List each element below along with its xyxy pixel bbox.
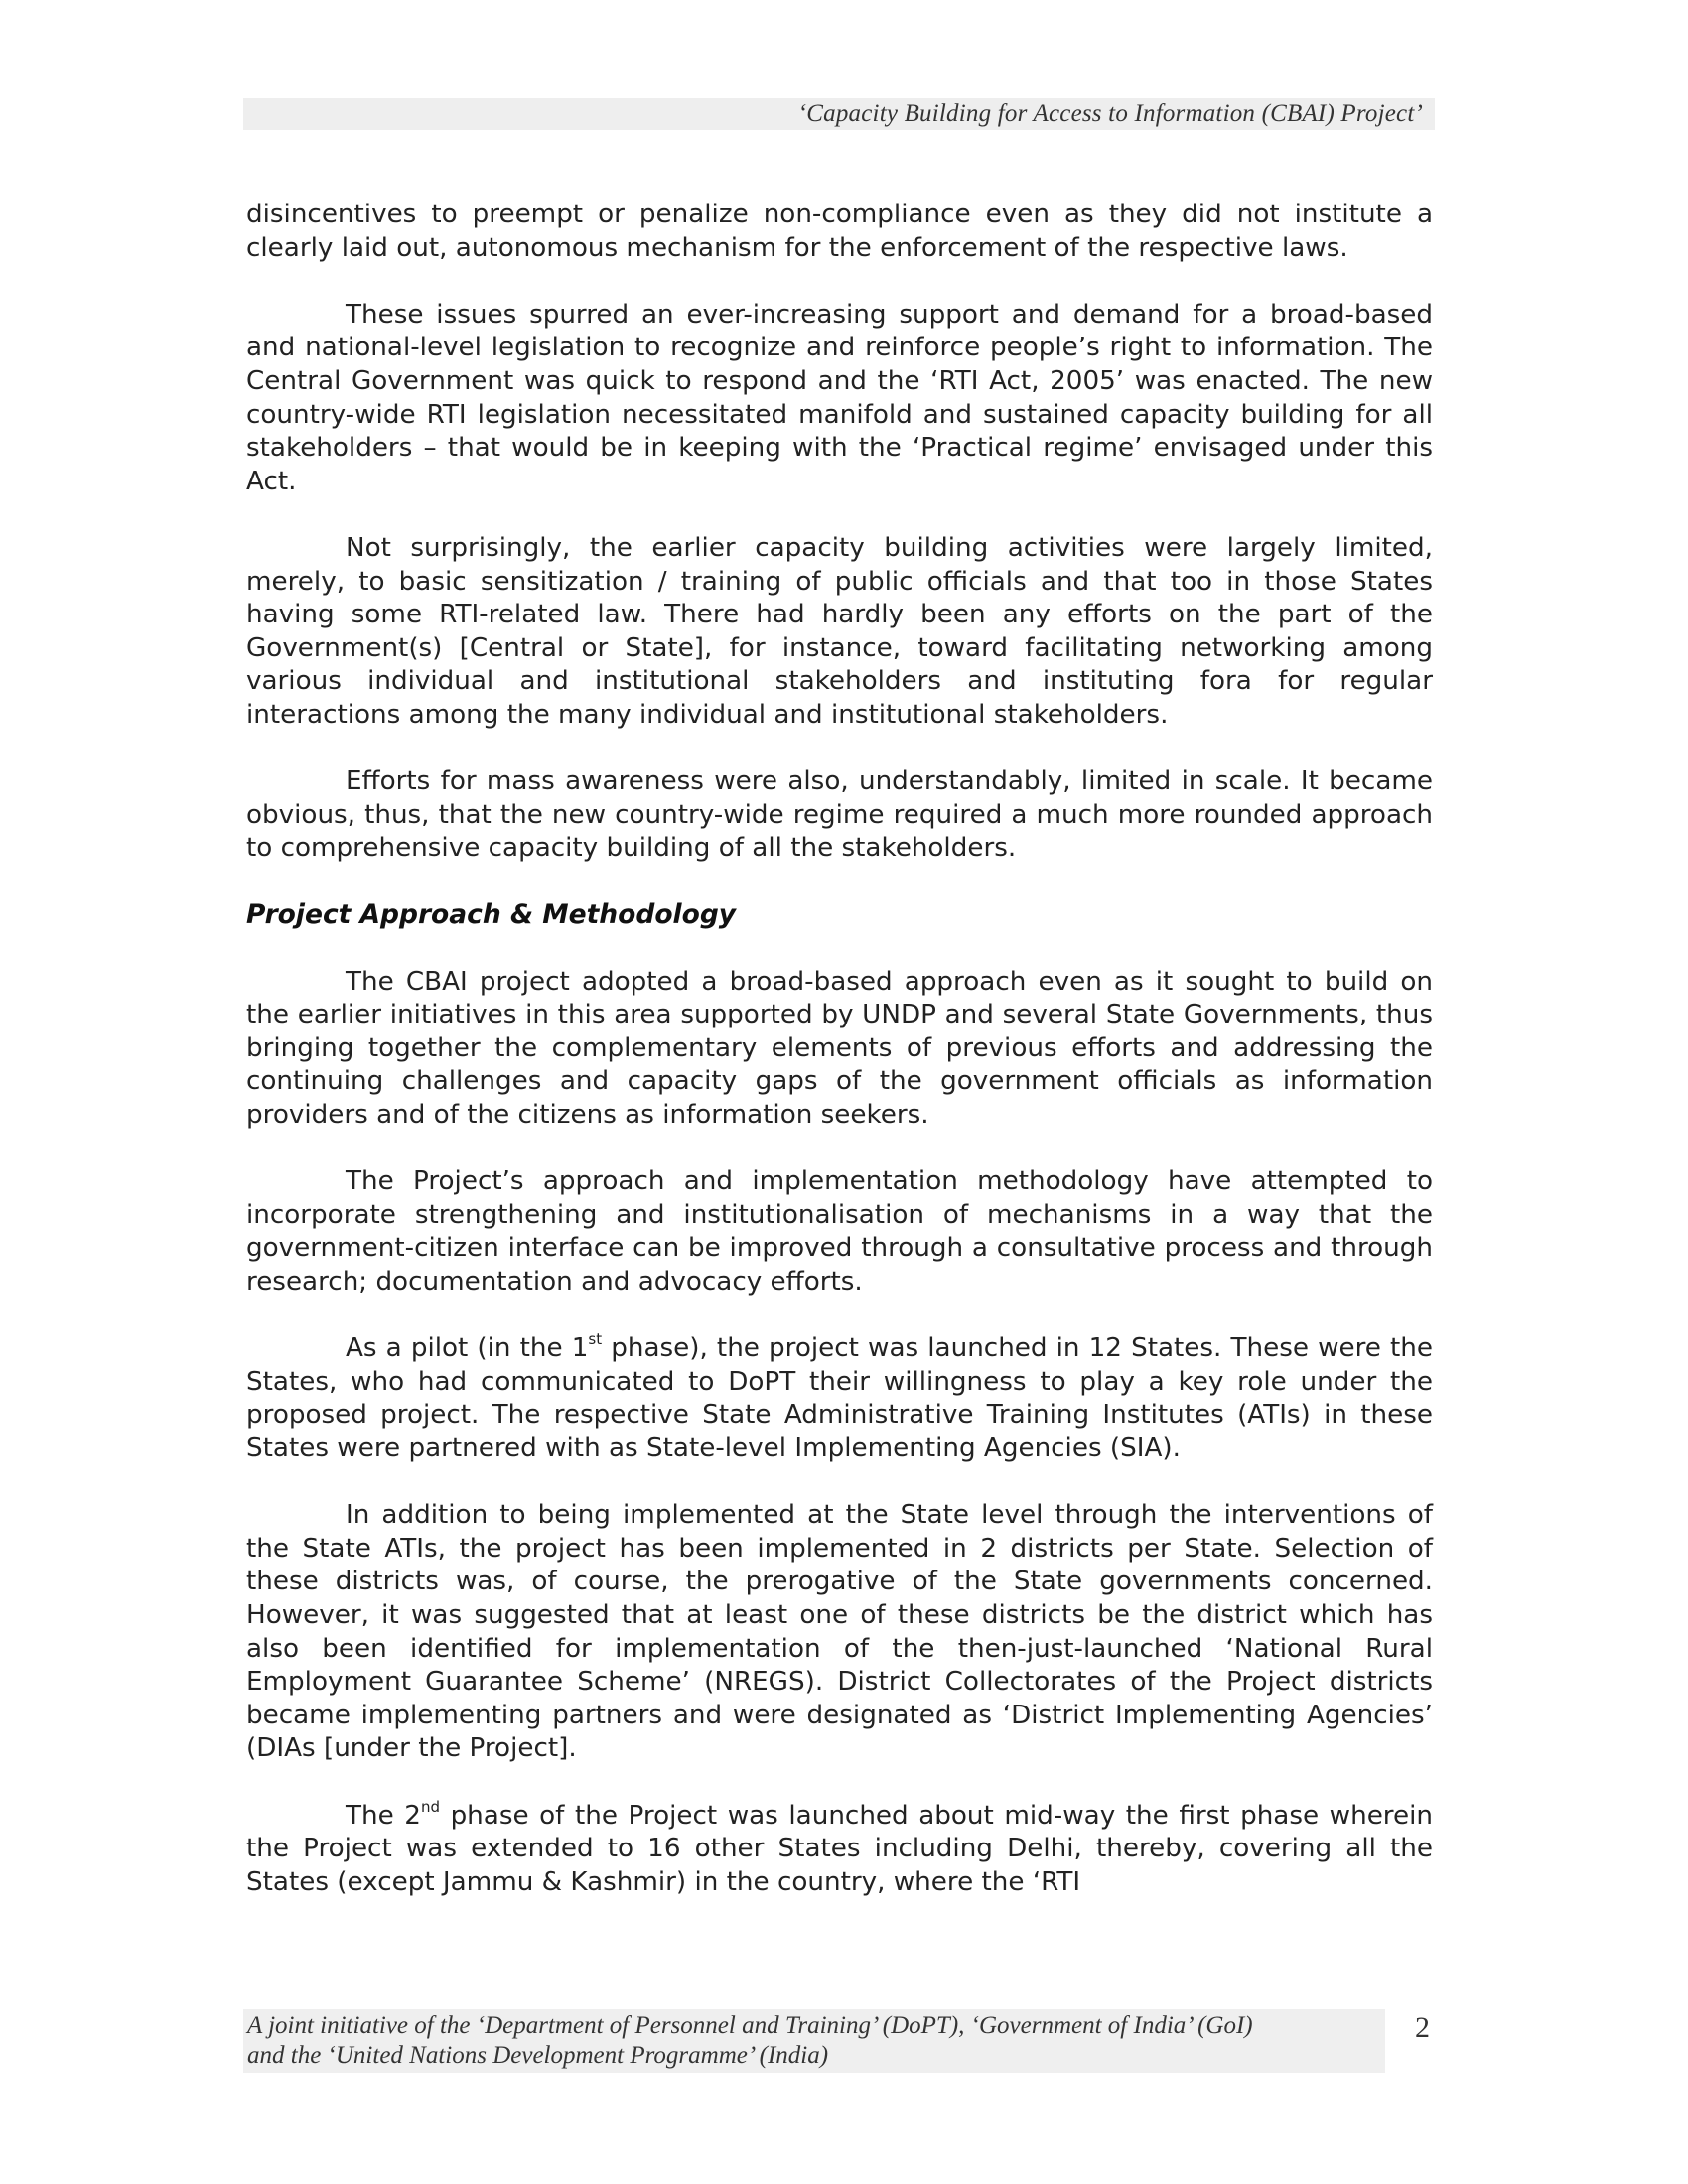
paragraph [246,1797,1433,1900]
ordinal-superscript: st [588,1330,603,1349]
section-heading: Project Approach & Methodology [246,899,737,931]
ordinal-superscript: nd [420,1797,440,1816]
text-run: The 2 [346,1800,421,1831]
paragraph: In addition to being implemented at the State level through the interventions of the State ATIs, the project has been implemented in 2 districts per State. Selection of these districts was, of course, the prerogative of the State governments concerned. However, it was suggested that at least one of these districts be the district which has also been identified for implementation of the then-just-launched ‘National Rural Employment Guarantee Scheme’ (NREGS). District Collectorates of the Project districts became implementing partners and were designated as ‘District Implementing Agencies’ (DIAs [under the Project]. [246,1500,1433,1764]
running-header [243,98,1435,130]
text-run: As a pilot (in the 1 [346,1333,589,1364]
text-run: phase of the Project was launched about mid-way the first phase wherein the Project was extended to 16 other States including Delhi, thereby, covering all the States (except Jammu & Kashmir) in the country, where the ‘RTI [246,1800,1433,1897]
paragraph: Not surprisingly, the earlier capacity building activities were largely limited, merely, to basic sensitization / training of public officials and that too in those States having some RTI-related law. There had hardly been any efforts on the part of the Government(s) [Central or State], for instance, toward facilitating networking among various individual and institutional stakeholders and instituting fora for regular interactions among the many individual and institutional stakeholders. [246,532,1433,730]
paragraph: The Project’s approach and implementation methodology have attempted to incorporate strengthening and institutionalisation of mechanisms in a way that the government-citizen interface can be improved through a consultative process and through research; documentation and advocacy efforts. [246,1166,1433,1297]
paragraph: These issues spurred an ever-increasing support and demand for a broad-based and national-level legislation to recognize and reinforce people’s right to information. The Central Government was quick to respond and the ‘RTI Act, 2005’ was enacted. The new country-wide RTI legislation necessitated manifold and sustained capacity building for all stakeholders – that would be in keeping with the ‘Practical regime’ envisaged under this Act. [246,299,1433,496]
paragraph: disincentives to preempt or penalize non-compliance even as they did not institute a clearly laid out, autonomous mechanism for the enforcement of the respective laws. [246,200,1433,263]
text-run: phase), the project was launched in 12 States. These were the States, who had communicated to DoPT their willingness to play a key role under the proposed project. The respective State Administrative Training Institutes (ATIs) in these States were partnered with as State-level Implementing Agencies (SIA). [246,1333,1434,1463]
paragraph: Efforts for mass awareness were also, understandably, limited in scale. It became obvious, thus, that the new country-wide regime required a much more rounded approach to comprehensive capacity building of all the stakeholders. [246,766,1433,864]
page-footer [243,2009,1385,2073]
page-number: 2 [1415,2011,1430,2044]
running-header-title: ‘Capacity Building for Access to Information (CBAI) Project’ [797,100,1423,127]
footer-line: and the ‘United Nations Development Programme’ (India) [247,2042,829,2069]
footer-line: A joint initiative of the ‘Department of Personnel and Training’ (DoPT), ‘Government of India’ (GoI) [247,2012,1253,2039]
document-body [246,199,1433,1933]
footer-text [247,2011,1379,2071]
paragraph: The CBAI project adopted a broad-based approach even as it sought to build on the earlier initiatives in this area supported by UNDP and several State Governments, thus bringing together the complementary elements of previous efforts and addressing the continuing challenges and capacity gaps of the government officials as information providers and of the citizens as information seekers. [246,966,1433,1131]
paragraph [246,1332,1433,1465]
